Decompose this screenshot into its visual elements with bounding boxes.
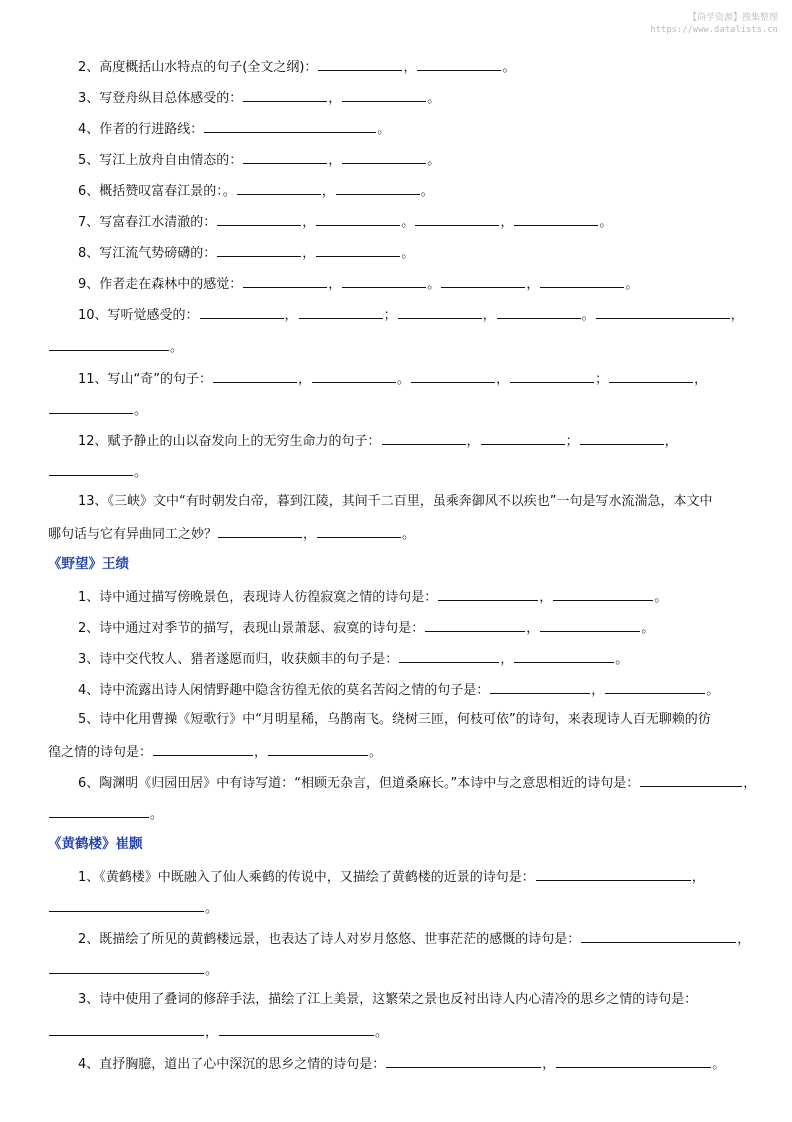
answer-blank[interactable] [417, 58, 501, 71]
question-text: 9、作者走在森林中的感觉： [78, 277, 243, 292]
answer-blank[interactable] [213, 370, 297, 383]
question-text: 6、概括赞叹富春江景的：。 [78, 184, 236, 199]
punctuation: ； [595, 372, 609, 387]
question-text: 5、诗中化用曹操《短歌行》中“月明星稀，乌鹊南飞。绕树三匝，何枝可依”的诗句，来表现诗人百无聊赖的彷 [78, 712, 711, 727]
answer-blank[interactable] [415, 213, 499, 226]
question-12-continued [48, 463, 147, 481]
question-5 [78, 151, 440, 169]
punctuation: 。 [706, 683, 720, 698]
punctuation: 。 [134, 465, 148, 480]
answer-blank[interactable] [481, 432, 565, 445]
answer-blank[interactable] [342, 151, 426, 164]
question-13-continued [48, 525, 415, 543]
answer-blank[interactable] [336, 182, 420, 195]
punctuation: ， [500, 215, 514, 230]
answer-blank[interactable] [514, 213, 598, 226]
punctuation: ， [254, 745, 268, 760]
question-6 [78, 182, 434, 200]
answer-blank[interactable] [497, 306, 581, 319]
answer-blank[interactable] [342, 275, 426, 288]
huanghelou-question-3 [78, 992, 697, 1008]
punctuation: 。 [134, 403, 148, 418]
answer-blank[interactable] [398, 306, 482, 319]
yewang-question-6 [78, 774, 756, 792]
answer-blank[interactable] [153, 743, 253, 756]
question-text: 13、《三峡》文中“有时朝发白帝，暮到江陵，其间千二百里，虽乘奔御风不以疾也”一句是写水流湍急，本文中 [78, 494, 713, 509]
question-text: 8、写江流气势磅礴的： [78, 246, 217, 261]
question-13 [78, 494, 713, 510]
punctuation: 。 [599, 215, 613, 230]
answer-blank[interactable] [605, 681, 705, 694]
yewang-question-4 [78, 681, 719, 699]
section-title-yewang: 《野望》王绩 [48, 556, 129, 572]
punctuation: ， [730, 308, 744, 323]
answer-blank[interactable] [268, 743, 368, 756]
punctuation: 。 [375, 1025, 389, 1040]
question-text: 7、写富春江水清澈的： [78, 215, 217, 230]
section-title-huanghelou: 《黄鹤楼》崔颢 [48, 836, 143, 852]
answer-blank[interactable] [204, 120, 376, 133]
punctuation: 。 [625, 277, 639, 292]
answer-blank[interactable] [317, 525, 401, 538]
question-text: 4、诗中流露出诗人闲情野趣中隐含彷徨无依的莫名苦闷之情的句子是： [78, 683, 490, 698]
answer-blank[interactable] [556, 1055, 711, 1068]
answer-blank[interactable] [580, 432, 664, 445]
question-8 [78, 244, 414, 262]
punctuation: 。 [427, 91, 441, 106]
answer-blank[interactable] [510, 370, 594, 383]
punctuation: ， [466, 434, 480, 449]
question-text: 11、写山“奇”的句子： [78, 372, 213, 387]
punctuation: ， [500, 652, 514, 667]
answer-blank[interactable] [49, 961, 204, 974]
punctuation: ； [565, 434, 579, 449]
question-text: 4、直抒胸臆，道出了心中深沉的思乡之情的诗句是： [78, 1057, 386, 1072]
question-2 [78, 58, 515, 76]
question-text: 1、诗中通过描写傍晚景色，表现诗人彷徨寂寞之情的诗句是： [78, 590, 438, 605]
punctuation: 。 [401, 246, 415, 261]
answer-blank[interactable] [318, 58, 402, 71]
question-3 [78, 89, 440, 107]
question-12 [78, 432, 678, 450]
punctuation: ， [542, 1057, 556, 1072]
punctuation: 。 [205, 963, 219, 978]
punctuation: 。 [401, 215, 415, 230]
question-text: 10、写听觉感受的： [78, 308, 199, 323]
punctuation: ； [383, 308, 397, 323]
question-text: 哪句话与它有异曲同工之妙？ [48, 527, 218, 542]
watermark [650, 12, 778, 36]
answer-blank[interactable] [596, 306, 730, 319]
punctuation: ， [302, 215, 316, 230]
answer-blank[interactable] [425, 619, 525, 632]
question-text: 2、既描绘了所见的黄鹤楼远景，也表达了诗人对岁月悠悠、世事茫茫的感慨的诗句是： [78, 932, 581, 947]
punctuation: 。 [420, 184, 434, 199]
question-text: 2、诗中通过对季节的描写，表现山景萧瑟、寂寞的诗句是： [78, 621, 425, 636]
answer-blank[interactable] [312, 370, 396, 383]
question-text: 3、诗中交代牧人、猎者遂愿而归，收获颇丰的句子是： [78, 652, 399, 667]
punctuation: ， [403, 60, 417, 75]
yewang-question-1 [78, 588, 667, 606]
huanghelou-question-2 [78, 930, 750, 948]
watermark-brand: 【尚学资源】搜集整理 [687, 13, 778, 23]
punctuation: ， [284, 308, 298, 323]
answer-blank[interactable] [386, 1055, 541, 1068]
answer-blank[interactable] [553, 588, 653, 601]
huanghelou-question-3-continued [48, 1023, 388, 1041]
answer-blank[interactable] [219, 1023, 374, 1036]
answer-blank[interactable] [217, 244, 301, 257]
question-text: 3、诗中使用了叠词的修辞手法，描绘了江上美景，这繁荣之景也反衬出诗人内心清冷的思乡之情的诗句是： [78, 992, 698, 1007]
question-text: 徨之情的诗句是： [48, 745, 153, 760]
answer-blank[interactable] [399, 650, 499, 663]
answer-blank[interactable] [243, 151, 327, 164]
answer-blank[interactable] [382, 432, 466, 445]
question-text: 4、作者的行进路线： [78, 122, 204, 137]
punctuation: ， [298, 372, 312, 387]
punctuation: 。 [170, 340, 184, 355]
yewang-question-6-continued [48, 805, 163, 823]
answer-blank[interactable] [540, 275, 624, 288]
answer-blank[interactable] [316, 244, 400, 257]
punctuation: 。 [427, 153, 441, 168]
question-text: 6、陶渊明《归园田居》中有诗写道：“相顾无杂言，但道桑麻长。”本诗中与之意思相近的诗句是： [78, 776, 640, 791]
punctuation: 。 [502, 60, 516, 75]
answer-blank[interactable] [200, 306, 284, 319]
answer-blank[interactable] [609, 370, 693, 383]
punctuation: ， [526, 277, 540, 292]
question-text: 2、高度概括山水特点的句子(全文之纲)： [78, 60, 318, 75]
punctuation: 。 [427, 277, 441, 292]
answer-blank[interactable] [536, 868, 691, 881]
punctuation: 。 [205, 901, 219, 916]
question-9 [78, 275, 638, 293]
punctuation: ， [303, 527, 317, 542]
answer-blank[interactable] [49, 401, 133, 414]
answer-blank[interactable] [342, 89, 426, 102]
question-10 [78, 306, 744, 324]
question-11 [78, 370, 707, 388]
question-10-continued [48, 338, 183, 356]
punctuation: ， [743, 776, 757, 791]
question-11-continued [48, 401, 147, 419]
punctuation: ， [482, 308, 496, 323]
answer-blank[interactable] [316, 213, 400, 226]
punctuation: ， [526, 621, 540, 636]
punctuation: 。 [369, 745, 383, 760]
punctuation: ， [496, 372, 510, 387]
answer-blank[interactable] [49, 1023, 204, 1036]
answer-blank[interactable] [438, 588, 538, 601]
punctuation: ， [591, 683, 605, 698]
question-text: 12、赋予静止的山以奋发向上的无穷生命力的句子： [78, 434, 381, 449]
answer-blank[interactable] [49, 338, 169, 351]
answer-blank[interactable] [514, 650, 614, 663]
punctuation: 。 [150, 807, 164, 822]
punctuation: ， [539, 590, 553, 605]
yewang-question-5-continued [48, 743, 382, 761]
question-text: 5、写江上放舟自由情态的： [78, 153, 243, 168]
answer-blank[interactable] [299, 306, 383, 319]
punctuation: ， [302, 246, 316, 261]
punctuation: ， [664, 434, 678, 449]
punctuation: 。 [581, 308, 595, 323]
huanghelou-question-2-continued [48, 961, 218, 979]
punctuation: ， [321, 184, 335, 199]
punctuation: ， [328, 91, 342, 106]
answer-blank[interactable] [49, 899, 204, 912]
punctuation: ， [205, 1025, 219, 1040]
question-text: 3、写登舟纵目总体感受的： [78, 91, 243, 106]
punctuation: 。 [402, 527, 416, 542]
answer-blank[interactable] [217, 213, 301, 226]
answer-blank[interactable] [243, 275, 327, 288]
punctuation: ， [328, 153, 342, 168]
huanghelou-question-1 [78, 868, 705, 886]
answer-blank[interactable] [441, 275, 525, 288]
punctuation: ， [694, 372, 708, 387]
answer-blank[interactable] [411, 370, 495, 383]
yewang-question-3 [78, 650, 628, 668]
punctuation: ， [691, 870, 705, 885]
huanghelou-question-1-continued [48, 899, 218, 917]
punctuation: 。 [615, 652, 629, 667]
question-4 [78, 120, 390, 138]
huanghelou-question-4 [78, 1055, 725, 1073]
answer-blank[interactable] [49, 805, 149, 818]
answer-blank[interactable] [581, 930, 736, 943]
answer-blank[interactable] [218, 525, 302, 538]
answer-blank[interactable] [540, 619, 640, 632]
watermark-url: https://www.datalists.cn [650, 25, 778, 35]
punctuation: ， [737, 932, 751, 947]
answer-blank[interactable] [49, 463, 133, 476]
answer-blank[interactable] [640, 774, 742, 787]
question-7 [78, 213, 612, 231]
answer-blank[interactable] [243, 89, 327, 102]
answer-blank[interactable] [237, 182, 321, 195]
yewang-question-5 [78, 712, 711, 728]
punctuation: ， [328, 277, 342, 292]
punctuation: 。 [397, 372, 411, 387]
yewang-question-2 [78, 619, 654, 637]
punctuation: 。 [641, 621, 655, 636]
question-text: 1、《黄鹤楼》中既融入了仙人乘鹤的传说中，又描绘了黄鹤楼的近景的诗句是： [78, 870, 535, 885]
punctuation: 。 [712, 1057, 726, 1072]
punctuation: 。 [377, 122, 391, 137]
answer-blank[interactable] [490, 681, 590, 694]
punctuation: 。 [654, 590, 668, 605]
